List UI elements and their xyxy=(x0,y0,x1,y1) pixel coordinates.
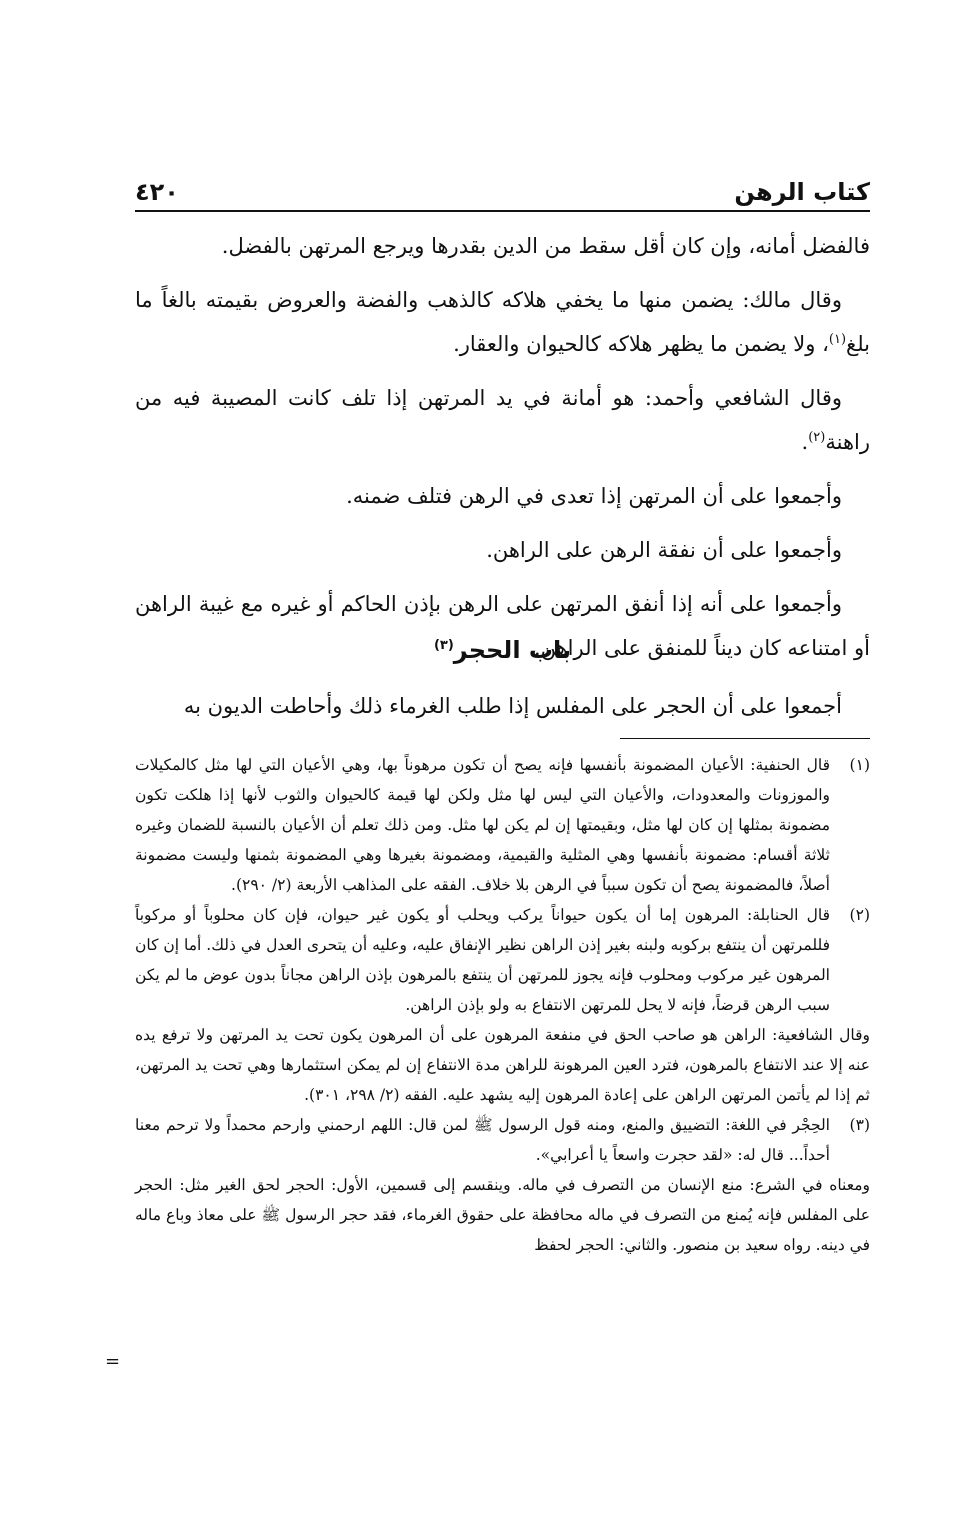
footnote-3-continuation: ومعناه في الشرع: منع الإنسان من التصرف في ماله. وينقسم إلى قسمين، الأول: الحجر لحق الغير مثل: الحجر على المفلس فإنه يُمنع من التصرف في ماله محافظة على حقوق الغرماء، فقد حجر الرسول ﷺ على معاذ وباع ماله في دينه. رواه سعيد بن منصور. والثاني: الحجر لحفظ xyxy=(135,1176,870,1254)
main-text xyxy=(135,224,870,680)
footnote-3-text: الحِجْر في اللغة: التضييق والمنع، ومنه قول الرسول ﷺ لمن قال: اللهم ارحمني وارحم محمداً ولا ترحم معنا أحداً... قال له: «لقد حجرت واسعاً يا أعرابي». xyxy=(135,1116,830,1164)
book-title: كتاب الرهن xyxy=(734,178,870,206)
footnote-2-body xyxy=(135,900,830,1020)
paragraph-2-text-a: وقال مالك: يضمن منها ما يخفي هلاكه كالذهب والفضة والعروض بقيمته بالغاً ما بلغ xyxy=(135,288,870,356)
footnote-2-text: قال الحنابلة: المرهون إما أن يكون حيواناً يركب ويحلب أو يكون غير حيوان، فإن كان محلوباً أو مركوباً فللمرتهن أن ينتفع بركوبه ولبنه بغير إذن الراهن نظير الإنفاق عليه، وعليه أن يتحرى العدل في ذلك. أما إن كان المرهون غير مركوب ومحلوب فإنه يجوز للمرتهن أن ينتفع بالمرهون بإذن الراهن مجاناً بدون عوض ما لم يكن سبب الرهن قرضاً، فإنه لا يحل للمرتهن الانتفاع به ولو بإذن الراهن. xyxy=(135,906,830,1014)
paragraph-2-text-b: ، ولا يضمن ما يظهر هلاكه كالحيوان والعقار. xyxy=(453,332,829,356)
footnote-3 xyxy=(135,1110,870,1170)
paragraph-3-text-a: وقال الشافعي وأحمد: هو أمانة في يد المرتهن إذا تلف كانت المصيبة فيه من راهنة xyxy=(135,386,870,454)
footnote-separator xyxy=(620,738,870,739)
paragraph-5: وأجمعوا على أن نفقة الرهن على الراهن. xyxy=(486,538,842,562)
footnote-ref-2: (٢) xyxy=(808,430,826,445)
paragraph-1: فالفضل أمانه، وإن كان أقل سقط من الدين بقدرها ويرجع المرتهن بالفضل. xyxy=(221,234,870,258)
paragraph-6: وأجمعوا على أنه إذا أنفق المرتهن على الرهن بإذن الحاكم أو غيره مع غيبة الراهن أو امتناعه كان ديناً للمنفق على الراهن. xyxy=(135,592,870,660)
footnote-ref-1: (١) xyxy=(828,332,847,347)
footnote-2-number: (٢) xyxy=(849,906,870,924)
paragraph-3 xyxy=(135,376,870,464)
page-number: ٤٢٠ xyxy=(135,178,179,206)
footnote-3-number: (٣) xyxy=(849,1116,870,1134)
section-heading xyxy=(135,630,870,670)
page-header xyxy=(135,170,870,210)
footnote-1-text: قال الحنفية: الأعيان المضمونة بأنفسها فإنه يصح أن تكون مرهوناً بها، وهي الأعيان التي لها مثل كالمكيلات والموزونات والمعدودات، والأعيان التي ليس لها مثل ولكن لها قيمة كالحيوان والثوب لأنها إذا هلكت تكون مضمونة بمثلها إن كان لها مثل، وبقيمتها إن لم يكن لها مثل. ومن ذلك تعلم أن الأعيان بالنسبة للضمان وغيره ثلاثة أقسام: مضمونة بأنفسها وهي المثلية والقيمية، ومضمونة بغيرها وهي المضمونة بثمنها وليست مضمونة أصلاً، فالمضمونة يصح أن تكون سبباً في الرهن بلا خلاف. الفقه على المذاهب الأربعة (٢/ ٢٩٠). xyxy=(135,756,830,894)
paragraph-7: أجمعوا على أن الحجر على المفلس إذا طلب الغرماء ذلك وأحاطت الديون به xyxy=(183,694,842,718)
paragraph-4: وأجمعوا على أن المرتهن إذا تعدى في الرهن فتلف ضمنه. xyxy=(346,484,842,508)
header-rule xyxy=(135,210,870,212)
footnote-1 xyxy=(135,750,870,900)
paragraph-2 xyxy=(135,278,870,366)
footnote-ref-3: (٣) xyxy=(433,638,454,653)
continuation-mark: = xyxy=(105,1351,121,1372)
footnote-1-number: (١) xyxy=(849,756,870,774)
section-heading-text: باب الحجر xyxy=(453,636,572,664)
paragraph-3-text-b: . xyxy=(801,430,809,454)
footnote-2 xyxy=(135,900,870,1020)
footnote-2-continuation: وقال الشافعية: الراهن هو صاحب الحق في منفعة المرهون على أن المرهون يكون تحت يد المرتهن ولا ترفع يده عنه إلا عند الانتفاع بالمرهون، فترد العين المرهونة للراهن مدة الانتفاع إن لم يمكن استثمارها وهي تحت يد المرتهن، ثم إذا لم يأتمن المرتهن الراهن على إعادة المرهون إليه يشهد عليه. الفقه (٢/ ٢٩٨، ٣٠١). xyxy=(135,1026,870,1104)
footnotes xyxy=(135,750,870,1260)
